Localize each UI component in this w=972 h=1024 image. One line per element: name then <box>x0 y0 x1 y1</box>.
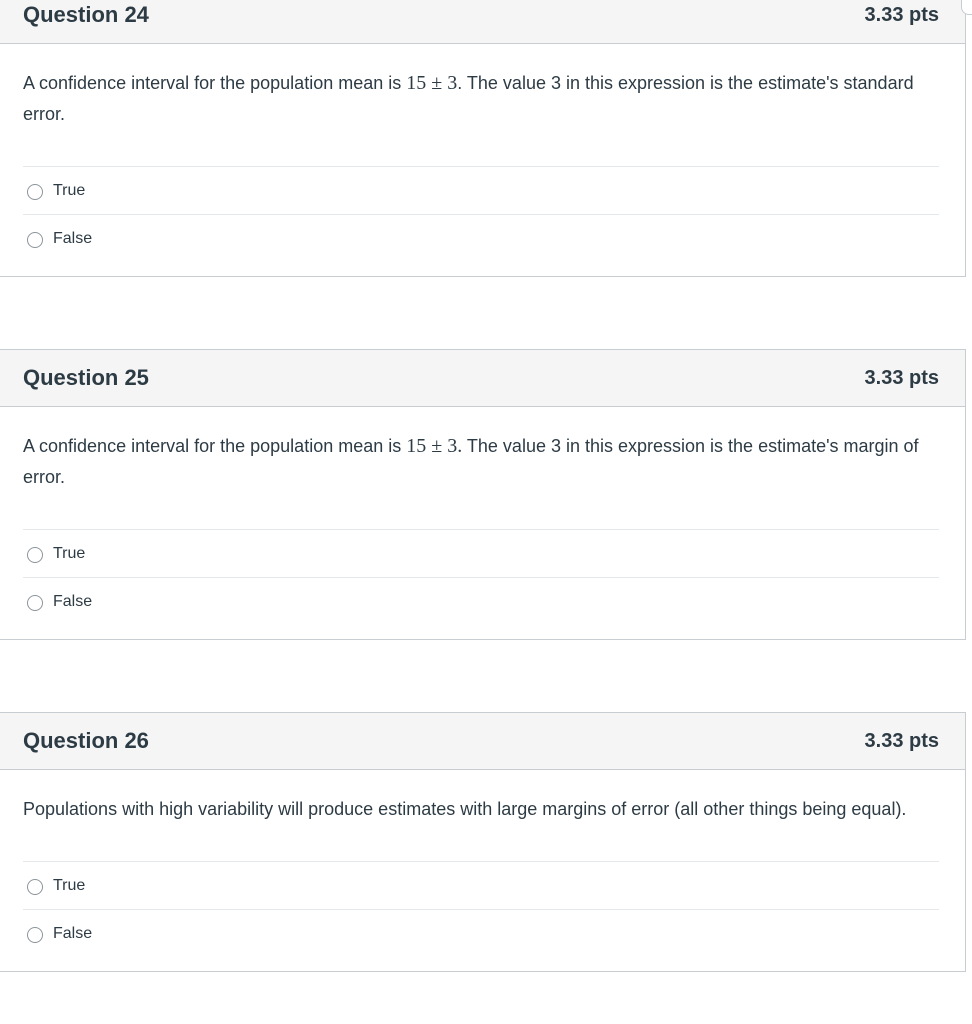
question-text <box>23 68 939 130</box>
radio-button[interactable] <box>27 232 43 248</box>
question-points: 3.33 pts <box>864 3 939 26</box>
question-title: Question 24 <box>23 2 149 27</box>
scroll-tab[interactable] <box>961 0 972 15</box>
question-body <box>0 407 965 639</box>
answer-list <box>23 529 939 625</box>
question-title: Question 25 <box>23 365 149 390</box>
question-points: 3.33 pts <box>864 729 939 752</box>
answer-label: True <box>53 181 86 199</box>
question-text-after: . The value 3 in this expression is the estimate's standard error. <box>23 73 914 124</box>
radio-button[interactable] <box>27 595 43 611</box>
answer-option-true[interactable] <box>23 862 939 910</box>
question-26 <box>0 712 966 972</box>
question-body <box>0 44 965 276</box>
question-header <box>0 713 965 770</box>
radio-button[interactable] <box>27 879 43 895</box>
answer-label: False <box>53 592 93 610</box>
answer-option-false[interactable] <box>23 910 939 957</box>
question-body <box>0 770 965 971</box>
answer-list <box>23 861 939 957</box>
question-points: 3.33 pts <box>864 366 939 389</box>
question-text-before: A confidence interval for the population mean is <box>23 73 407 93</box>
radio-button[interactable] <box>27 927 43 943</box>
question-24 <box>0 0 966 277</box>
question-text <box>23 431 939 493</box>
answer-label: False <box>53 229 93 247</box>
question-25 <box>0 349 966 640</box>
answer-label: True <box>53 544 86 562</box>
question-text <box>23 794 939 825</box>
radio-button[interactable] <box>27 184 43 200</box>
question-header <box>0 350 965 407</box>
answer-option-true[interactable] <box>23 167 939 215</box>
answer-label: False <box>53 924 93 942</box>
question-header <box>0 0 965 44</box>
math-expression: 15 ± 3. <box>406 435 463 457</box>
answer-option-true[interactable] <box>23 530 939 578</box>
question-text-before: A confidence interval for the population mean is <box>23 436 407 456</box>
answer-list <box>23 166 939 262</box>
answer-option-false[interactable] <box>23 215 939 262</box>
answer-option-false[interactable] <box>23 578 939 625</box>
answer-label: True <box>53 876 86 894</box>
question-title: Question 26 <box>23 728 149 753</box>
question-text-before: Populations with high variability will produce estimates with large margins of error (all other things being equal). <box>23 799 907 819</box>
question-text-after: The value 3 in this expression is the estimate's margin of error. <box>23 436 919 487</box>
radio-button[interactable] <box>27 547 43 563</box>
math-expression: 15 ± 3 <box>406 72 458 94</box>
